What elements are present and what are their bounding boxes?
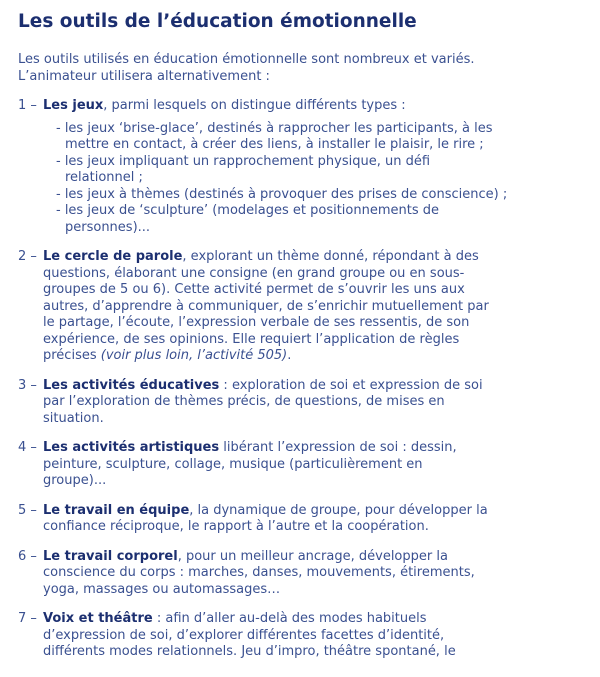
item-text-after: .	[287, 348, 292, 363]
item-number: 5 –	[18, 502, 37, 518]
item-text-run: , explorant un thème donné, répondant à des questions, élaborant une consigne (en grand groupe ou en sous- groupes de 5 ou 6). Cette activité permet de s’ouvrir les uns aux autres, d’apprendre à communiquer, de s’enrichir mutuellement par le partage, l’écoute, l’expression verbale de ses ressentis, de son expérience, de ses opinions. Elle requiert l’application de règles précises	[43, 249, 489, 363]
item-number: 2 –	[18, 249, 37, 264]
item-heading: Le travail en équipe	[43, 502, 190, 518]
item-heading: Le travail corporel	[43, 548, 178, 564]
sub-bullet-list	[56, 121, 586, 237]
item-text: , la dynamique de groupe, pour développer la confiance réciproque, le rapport à l’autre et la coopération.	[43, 502, 488, 534]
item-number: 3 –	[18, 377, 37, 393]
sub-bullet: - les jeux impliquant un rapprochement physique, un défi relationnel ;	[56, 153, 431, 185]
list-item-7	[18, 611, 586, 661]
list-item-4	[18, 440, 586, 490]
item-text	[43, 249, 489, 363]
list-item-3	[18, 378, 586, 428]
sub-bullet: - les jeux de ‘sculpture’ (modelages et positionnements de personnes)...	[56, 203, 439, 235]
list-item-1	[18, 98, 586, 236]
item-heading: Les activités éducatives	[43, 377, 220, 393]
item-text: , pour un meilleur ancrage, développer la conscience du corps : marches, danses, mouvements, étirements, yoga, massages ou automassages…	[43, 548, 475, 597]
list-item-5	[18, 503, 586, 536]
sub-bullet: - les jeux à thèmes (destinés à provoquer des prises de conscience) ;	[56, 186, 508, 202]
intro-paragraph: Les outils utilisés en éducation émotionnelle sont nombreux et variés. L’animateur utilisera alternativement :	[18, 52, 475, 84]
item-number: 1 –	[18, 98, 37, 113]
item-text: , parmi lesquels on distingue différents types :	[103, 98, 406, 113]
item-number: 6 –	[18, 548, 37, 564]
item-heading: Les jeux	[43, 98, 104, 113]
sub-bullet: - les jeux ‘brise-glace’, destinés à rapprocher les participants, à les mettre en contact, à créer des liens, à installer le plaisir, le rire ;	[56, 120, 493, 152]
item-text: : exploration de soi et expression de soi par l’exploration de thèmes précis, de questions, de mises en situation.	[43, 377, 483, 426]
item-number: 4 –	[18, 440, 37, 455]
item-heading: Les activités artistiques	[43, 440, 220, 455]
list-item-6	[18, 549, 586, 599]
item-number: 7 –	[18, 611, 37, 626]
item-text-italic: (voir plus loin, l’activité 505)	[100, 348, 288, 363]
item-text: : afin d’aller au-delà des modes habituels d’expression de soi, d’explorer différentes facettes d’identité, différents modes relationnels. Jeu d’impro, théâtre spontané, le	[43, 611, 456, 659]
page-title: Les outils de l’éducation émotionnelle	[18, 11, 417, 32]
item-text: libérant l’expression de soi : dessin, peinture, sculpture, collage, musique (particulièrement en groupe)...	[43, 440, 457, 488]
item-heading: Le cercle de parole	[43, 249, 183, 264]
list-item-2	[18, 249, 586, 365]
item-heading: Voix et théâtre	[43, 611, 153, 626]
